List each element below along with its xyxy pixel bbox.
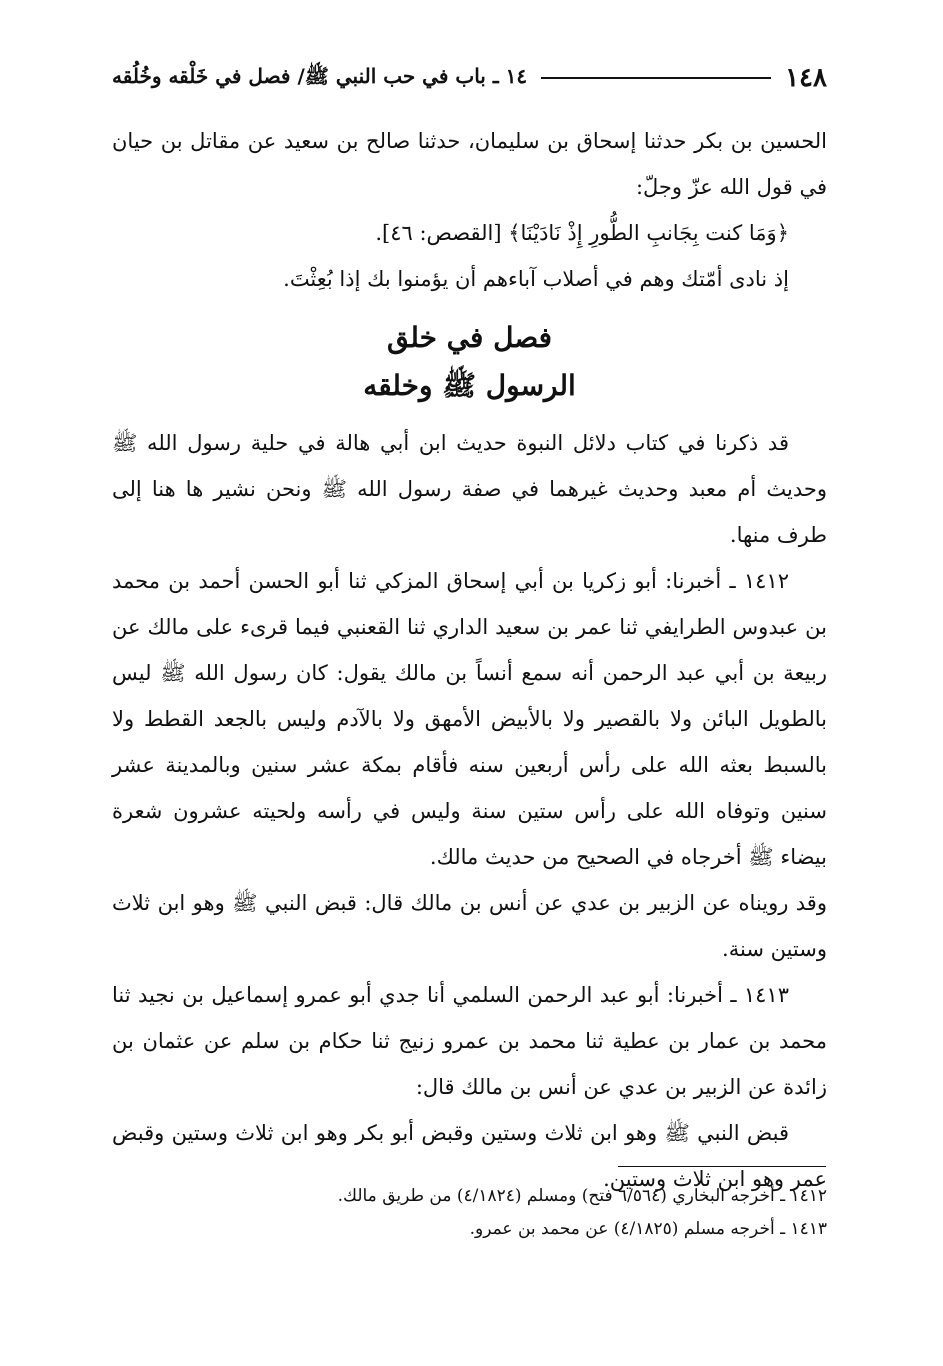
footnotes	[112, 1180, 827, 1246]
paragraph-hadith-text: قبض النبي ﷺ وهو ابن ثلاث وستين وقبض أبو بكر وهو ابن ثلاث وستين وقبض عمر وهو ابن ثلاث وستين.	[112, 1121, 827, 1191]
paragraph-intro: قد ذكرنا في كتاب دلائل النبوة حديث ابن أبي هالة في حلية رسول الله ﷺ وحديث أم معبد وحديث غيرهما في صفة رسول الله ﷺ ونحن نشير ها هنا إلى طرف منها.	[112, 431, 827, 547]
footnote-1412: ١٤١٢ ـ أخرجه البخاري (٦/٥٦٤ فتح) ومسلم (٤/١٨٢٤) من طريق مالك.	[337, 1186, 827, 1206]
paragraph-riwaya: وقد رويناه عن الزبير بن عدي عن أنس بن مالك قال: قبض النبي ﷺ وهو ابن ثلاث وستين سنة.	[112, 891, 827, 961]
footnote-rule	[618, 1166, 826, 1167]
section-heading-line1: فصل في خلق	[386, 321, 553, 354]
main-text	[112, 118, 827, 1202]
page-number: ١٤٨	[785, 63, 827, 93]
paragraph-hadith-1412: ١٤١٢ ـ أخبرنا: أبو زكريا بن أبي إسحاق المزكي ثنا أبو الحسن أحمد بن محمد بن عبدوس الطرايفي ثنا عمر بن سعيد الداري ثنا القعنبي فيما قرىء على مالك عن ربيعة بن أبي عبد الرحمن أنه سمع أنساً بن مالك يقول: كان رسول الله ﷺ ليس بالطويل البائن ولا بالقصير ولا بالأبيض الأمهق ولا بالآدم وليس بالجعد القطط ولا بالسبط بعثه الله على رأس أربعين سنه فأقام بمكة عشر سنين وبالمدينة عشر سنين وتوفاه الله على رأس ستين سنة وليس في رأسه ولحيته عشرون شعرة بيضاء ﷺ أخرجاه في الصحيح من حديث مالك.	[112, 569, 827, 869]
paragraph-hadith-1413: ١٤١٣ ـ أخبرنا: أبو عبد الرحمن السلمي أنا جدي أبو عمرو إسماعيل بن نجيد ثنا محمد بن عمار بن عطية ثنا محمد بن عمرو زنيج ثنا حكام بن سلم عن عثمان بن زائدة عن الزبير بن عدي عن أنس بن مالك قال:	[112, 983, 827, 1099]
header-rule	[541, 77, 771, 79]
running-head: ١٤ ـ باب في حب النبي ﷺ/ فصل في خَلْقه وخُلُقه	[112, 63, 528, 88]
quran-verse: ﴿وَمَا كنت بِجَانبِ الطُّورِ إِذْ نَادَيْنَا﴾ [القصص: ٤٦].	[375, 221, 789, 245]
paragraph-tafsir: إذ نادى أمّتك وهم في أصلاب آباءهم أن يؤمنوا بك إذا بُعِثْتَ.	[283, 267, 789, 291]
section-heading	[112, 314, 827, 410]
paragraph-isnad: الحسين بن بكر حدثنا إسحاق بن سليمان، حدثنا صالح بن سعيد عن مقاتل بن حيان في قول الله عزّ وجلّ:	[112, 129, 827, 199]
page-header	[112, 58, 827, 98]
section-heading-line2: الرسول ﷺ وخلقه	[363, 369, 576, 402]
footnote-1413: ١٤١٣ ـ أخرجه مسلم (٤/١٨٢٥) عن محمد بن عمرو.	[469, 1219, 827, 1239]
